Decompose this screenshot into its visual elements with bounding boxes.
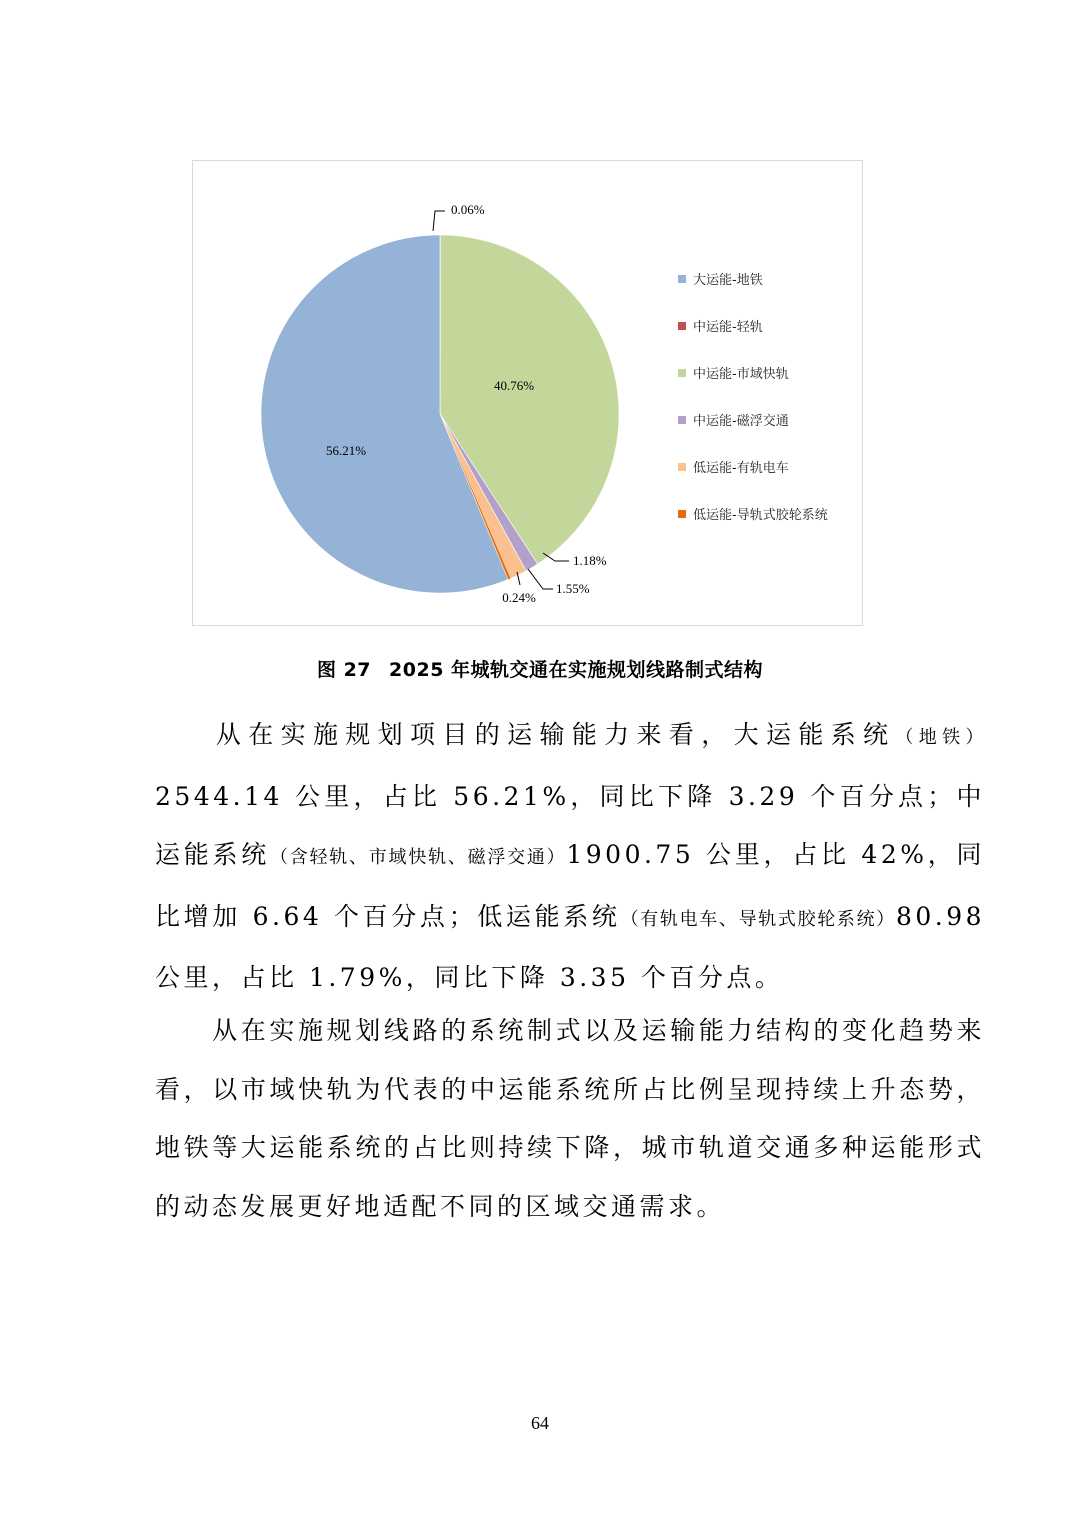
p1-note-low: （有轨电车、导轨式胶轮系统）	[620, 908, 896, 930]
data-label-3: 40.76%	[493, 378, 535, 393]
figure-number: 图 27	[316, 659, 372, 681]
pie-chart	[193, 161, 864, 627]
data-label-4: 1.18%	[573, 553, 607, 568]
legend-label-5: 低运能-有轨电车	[693, 461, 789, 476]
data-label-6: 0.24%	[502, 590, 536, 605]
page-number: 64	[531, 1413, 549, 1433]
legend-swatch-6	[678, 510, 686, 518]
p1-note-metro: （地铁）	[895, 727, 985, 748]
paragraph-trend	[155, 1002, 985, 1236]
pie-chart-frame	[192, 160, 863, 626]
legend-label-3: 中运能-市域快轨	[693, 367, 789, 382]
legend-swatch-5	[678, 463, 686, 471]
p1-text-e: 1900.75 公里，占比 42%，同比增加 6.64 个百分点；低运能系统	[155, 840, 985, 931]
leader-line-2	[433, 211, 445, 231]
legend-swatch-3	[678, 369, 686, 377]
legend-swatch-1	[678, 275, 686, 283]
legend-label-2: 中运能-轻轨	[693, 320, 763, 335]
legend-swatch-4	[678, 416, 686, 424]
figure-title: 2025 年城轨交通在实施规划线路制式结构	[389, 659, 764, 681]
p1-text-a: 从在实施规划项目的运输能力来看，大运能系统	[212, 720, 896, 749]
data-label-1: 56.21%	[325, 443, 367, 458]
p1-text-c: 2544.14 公里，占比 56.21%，同比下降 3.29 个百分点；中运能系统	[155, 781, 985, 869]
data-label-2: 0.06%	[451, 202, 485, 217]
p2-text: 从在实施规划线路的系统制式以及运输能力结构的变化趋势来看，以市域快轨为代表的中运能系统所占比例呈现持续上升态势，地铁等大运能系统的占比则持续下降，城市轨道交通多种运能形式的动态发展更好地适配不同的区域交通需求。	[155, 1016, 985, 1221]
leader-line-5	[528, 569, 553, 589]
p1-note-medium: （含轻轨、市域快轨、磁浮交通）	[270, 847, 567, 868]
paragraph-capacity	[155, 706, 985, 1008]
legend-swatch-2	[678, 322, 686, 330]
data-label-5: 1.55%	[556, 581, 590, 596]
legend-label-1: 大运能-地铁	[693, 273, 763, 288]
p1-text-g: 80.98 公里，占比 1.79%，同比下降 3.35 个百分点。	[155, 901, 986, 992]
legend-label-6: 低运能-导轨式胶轮系统	[693, 508, 828, 523]
figure-caption	[0, 655, 1080, 682]
legend-label-4: 中运能-磁浮交通	[693, 414, 789, 429]
